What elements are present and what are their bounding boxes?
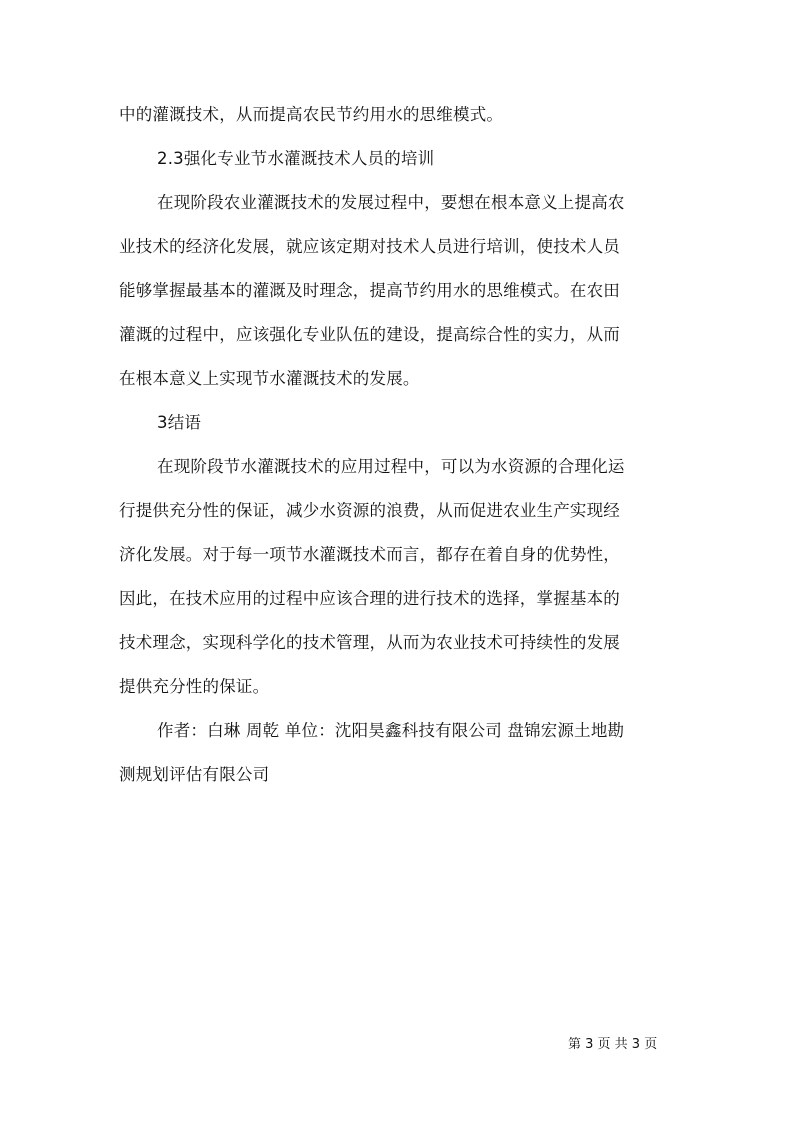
paragraph-line: 因此，在技术应用的过程中应该合理的进行技术的选择，掌握基本的 bbox=[119, 589, 620, 608]
author-line: 作者：白琳 周乾 单位：沈阳昊鑫科技有限公司 盘锦宏源土地勘 bbox=[157, 721, 625, 740]
paragraph-line: 济化发展。对于每一项节水灌溉技术而言，都存在着自身的优势性， bbox=[119, 545, 620, 564]
page-number: 第 3 页 共 3 页 bbox=[568, 1037, 658, 1052]
paragraph-line: 技术理念，实现科学化的技术管理，从而为农业技术可持续性的发展 bbox=[119, 633, 620, 652]
paragraph-line: 在现阶段节水灌溉技术的应用过程中，可以为水资源的合理化运 bbox=[157, 457, 625, 476]
paragraph-line: 在根本意义上实现节水灌溉技术的发展。 bbox=[119, 369, 420, 388]
paragraph-line: 行提供充分性的保证，减少水资源的浪费，从而促进农业生产实现经 bbox=[119, 501, 620, 520]
section-heading: 3结语 bbox=[157, 413, 202, 432]
author-line: 测规划评估有限公司 bbox=[119, 765, 270, 784]
paragraph-line: 中的灌溉技术，从而提高农民节约用水的思维模式。 bbox=[119, 105, 504, 124]
paragraph-line: 能够掌握最基本的灌溉及时理念，提高节约用水的思维模式。在农田 bbox=[119, 281, 620, 300]
paragraph-line: 提供充分性的保证。 bbox=[119, 677, 270, 696]
paragraph-line: 在现阶段农业灌溉技术的发展过程中，要想在根本意义上提高农 bbox=[157, 193, 625, 212]
paragraph-line: 业技术的经济化发展，就应该定期对技术人员进行培训，使技术人员 bbox=[119, 237, 620, 256]
paragraph-line: 灌溉的过程中，应该强化专业队伍的建设，提高综合性的实力，从而 bbox=[119, 325, 620, 344]
section-heading: 2.3强化专业节水灌溉技术人员的培训 bbox=[157, 149, 435, 168]
